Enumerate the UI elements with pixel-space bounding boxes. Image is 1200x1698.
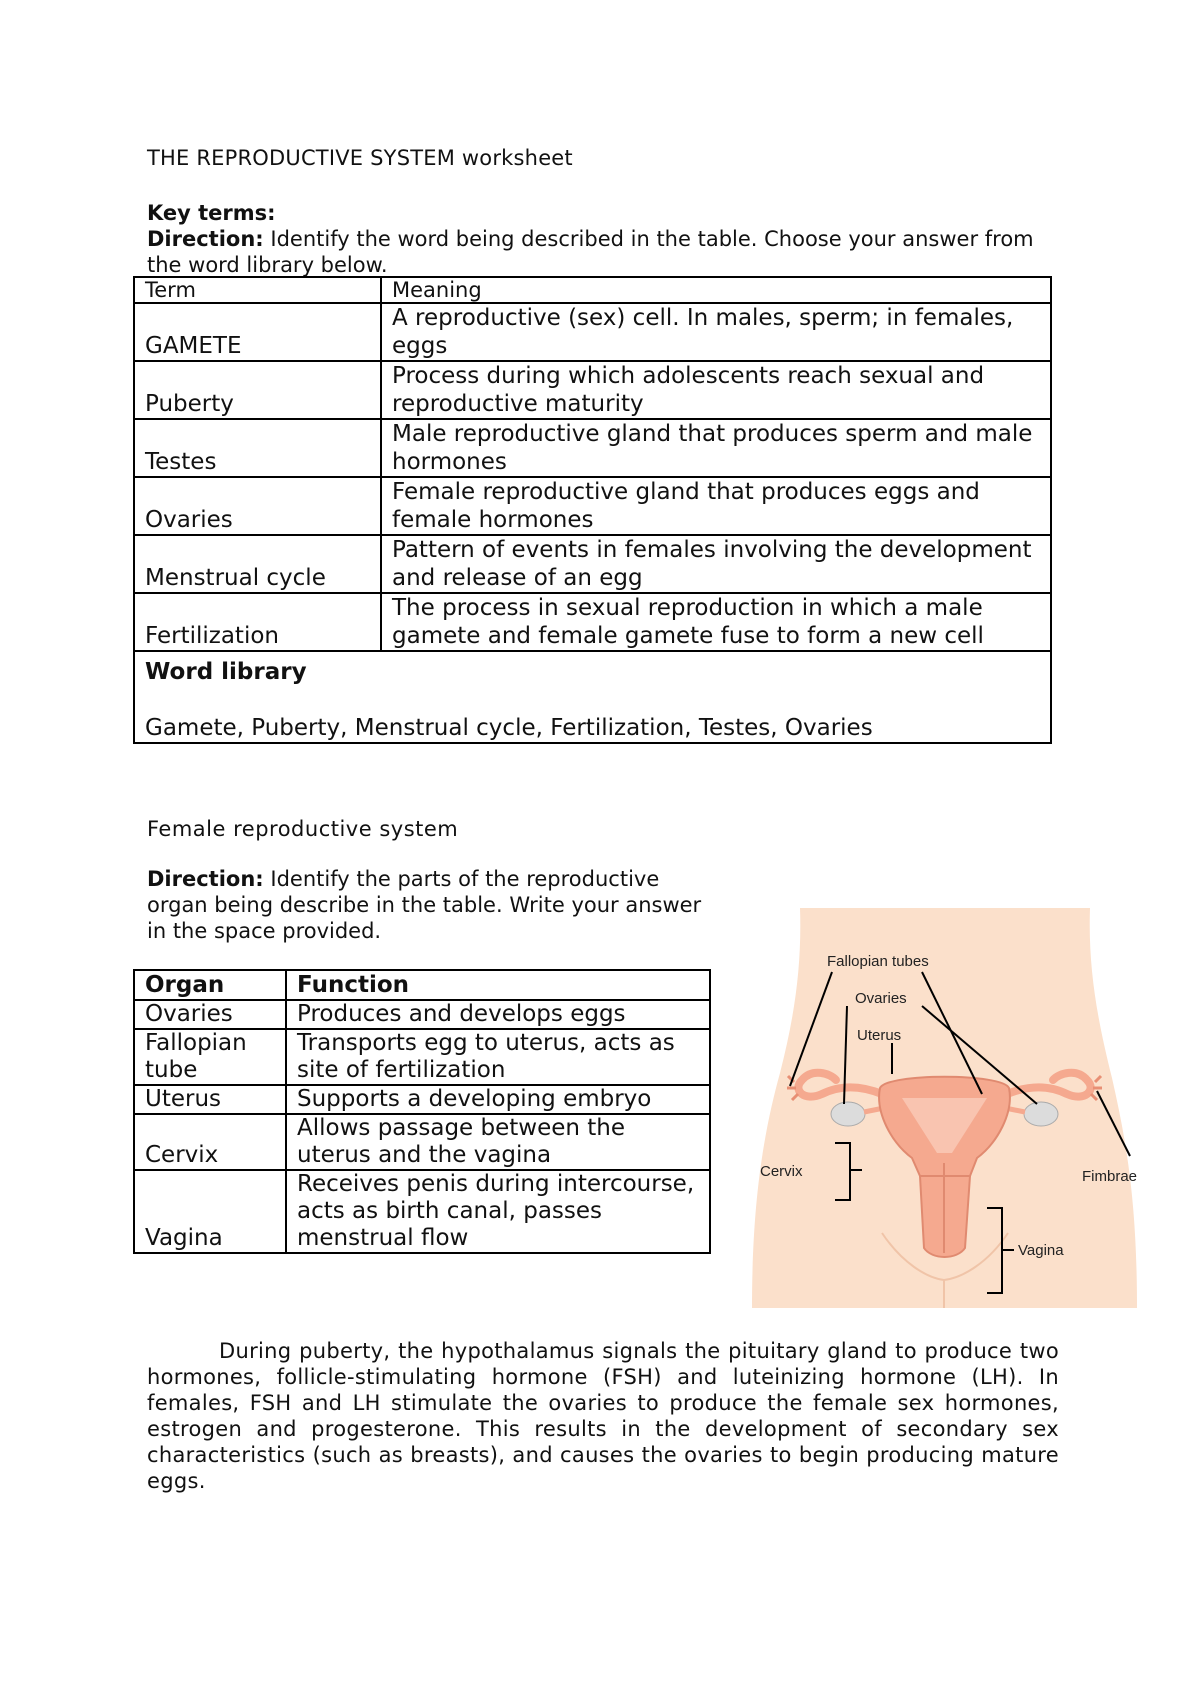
table-row (134, 1085, 710, 1114)
direction-1-text: Identify the word being described in the table. Choose your answer from the word library below. (147, 227, 1034, 277)
term-cell: Puberty (134, 361, 381, 419)
section-2-title: Female reproductive system (147, 817, 459, 841)
function-cell: Receives penis during intercourse, acts as birth canal, passes menstrual flow (286, 1170, 710, 1253)
key-terms-heading: Key terms: (147, 201, 276, 225)
word-library-cell (134, 651, 1051, 743)
word-library-row (134, 651, 1051, 743)
label-fimbriae: Fimbrae (1082, 1168, 1137, 1185)
function-cell: Transports egg to uterus, acts as site of fertilization (286, 1029, 710, 1085)
function-cell: Produces and develops eggs (286, 1000, 710, 1029)
meaning-cell: Process during which adolescents reach sexual and reproductive maturity (381, 361, 1051, 419)
label-uterus: Uterus (857, 1027, 902, 1044)
label-cervix: Cervix (760, 1163, 803, 1180)
direction-2 (147, 866, 702, 944)
organ-cell: Uterus (134, 1085, 286, 1114)
table-row (134, 1000, 710, 1029)
organ-cell: Fallopian tube (134, 1029, 286, 1085)
organ-cell: Cervix (134, 1114, 286, 1170)
table-row (134, 1170, 710, 1253)
left-ovary (831, 1102, 865, 1126)
function-cell: Allows passage between the uterus and the vagina (286, 1114, 710, 1170)
word-library-title: Word library (145, 659, 307, 685)
table-header-row (134, 970, 710, 1000)
label-vagina: Vagina (1018, 1242, 1064, 1259)
function-cell: Supports a developing embryo (286, 1085, 710, 1114)
label-ovaries: Ovaries (855, 990, 907, 1007)
table-row (134, 303, 1051, 361)
header-meaning: Meaning (381, 277, 1051, 303)
female-reproductive-diagram (752, 908, 1137, 1308)
table-row (134, 477, 1051, 535)
meaning-cell: The process in sexual reproduction in which a male gamete and female gamete fuse to form a new cell (381, 593, 1051, 651)
word-library-words: Gamete, Puberty, Menstrual cycle, Fertilization, Testes, Ovaries (145, 715, 873, 741)
term-cell: Ovaries (134, 477, 381, 535)
direction-label: Direction: (147, 227, 264, 251)
table-row (134, 535, 1051, 593)
organ-table (133, 969, 711, 1254)
label-fallopian-tubes: Fallopian tubes (827, 953, 929, 970)
table-row (134, 1114, 710, 1170)
direction-label: Direction: (147, 867, 264, 891)
term-cell: Testes (134, 419, 381, 477)
paragraph-text: During puberty, the hypothalamus signals the pituitary gland to produce two hormones, follicle-stimulating hormone (FSH) and luteinizing hormone (LH). In females, FSH and LH stimulate the ovaries to produce the female sex hormones, estrogen and progesterone. This results in the development of secondary sex characteristics (such as breasts), and causes the ovaries to begin producing mature eggs. (147, 1339, 1059, 1493)
organ-cell: Vagina (134, 1170, 286, 1253)
right-ovary (1024, 1102, 1058, 1126)
meaning-cell: Male reproductive gland that produces sperm and male hormones (381, 419, 1051, 477)
puberty-paragraph (147, 1338, 1059, 1494)
table-row (134, 1029, 710, 1085)
organ-cell: Ovaries (134, 1000, 286, 1029)
header-term: Term (134, 277, 381, 303)
table-row (134, 593, 1051, 651)
term-cell: Menstrual cycle (134, 535, 381, 593)
page-title: THE REPRODUCTIVE SYSTEM worksheet (147, 146, 573, 170)
term-cell: Fertilization (134, 593, 381, 651)
table-row (134, 361, 1051, 419)
term-cell: GAMETE (134, 303, 381, 361)
header-function: Function (286, 970, 710, 1000)
meaning-cell: A reproductive (sex) cell. In males, sperm; in females, eggs (381, 303, 1051, 361)
meaning-cell: Pattern of events in females involving the development and release of an egg (381, 535, 1051, 593)
key-terms-table (133, 276, 1052, 744)
meaning-cell: Female reproductive gland that produces eggs and female hormones (381, 477, 1051, 535)
direction-1 (147, 226, 1047, 278)
header-organ: Organ (134, 970, 286, 1000)
direction-2-text: Identify the parts of the reproductive organ being describe in the table. Write your answer in the space provided. (147, 867, 702, 943)
table-header-row (134, 277, 1051, 303)
table-row (134, 419, 1051, 477)
